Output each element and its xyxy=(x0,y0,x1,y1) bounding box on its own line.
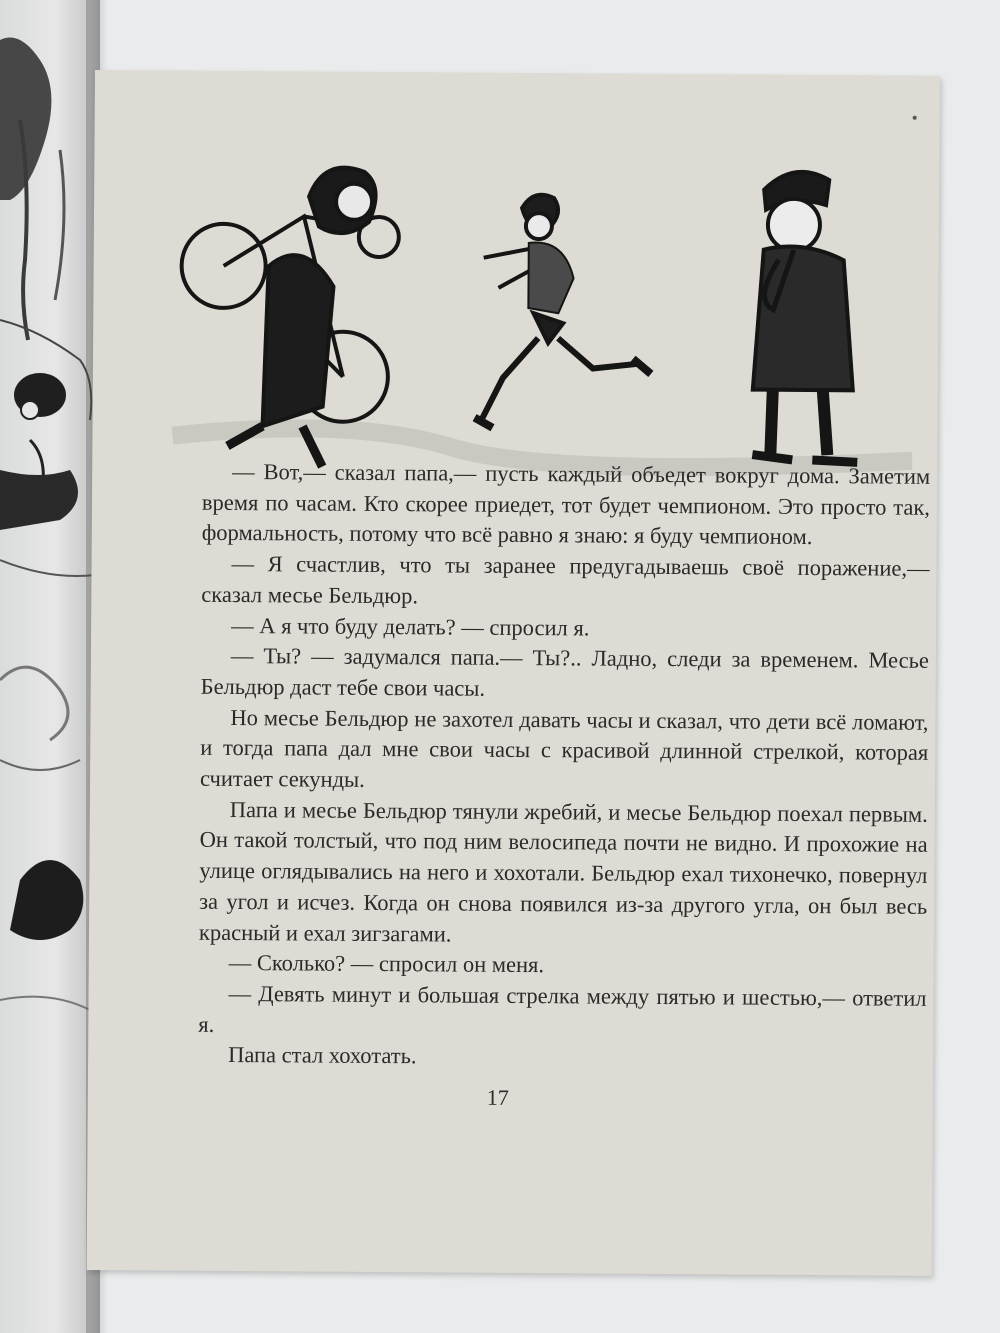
left-page-sketch xyxy=(0,0,100,1333)
right-page xyxy=(87,70,940,1276)
stout-man-figure xyxy=(752,172,859,463)
paragraph: Папа и месье Бельдюр тянули жребий, и месье Бельдюр поехал первым. Он такой толстый, что под ним велосипеда почти не видно. И прохожие на улице оглядывались на него и хохотали. Бельдюр ехал тихонечко, повернул за угол и исчез. Когда он снова появился из-за другого угла, он был весь красный и ехал зигзагами. xyxy=(198,796,928,947)
paragraph: Папа стал хохотать. xyxy=(228,1042,417,1069)
paragraph: — Ты? — задумался папа.— Ты?.. Ладно, следи за временем. Месье Бельдюр даст тебе свои часы. xyxy=(200,643,929,701)
running-boy-figure xyxy=(475,194,653,429)
paragraph: — Я счастлив, что ты заранее предугадываешь своё поражение,— сказал месье Бельдюр. xyxy=(201,551,930,609)
story-text xyxy=(198,457,930,1076)
paragraph: — Вот,— сказал папа,— пусть каждый объедет вокруг дома. Заметим время по часам. Кто скорее приедет, тот будет чемпионом. Это просто так, формальность, потому что всё равно я знаю: я буду чемпионом. xyxy=(201,458,931,550)
page-number: 17 xyxy=(486,1084,509,1110)
paragraph: — Девять минут и большая стрелка между пятью и шестью,— ответил я. xyxy=(198,980,927,1037)
page-edge-mark xyxy=(913,116,917,120)
left-page-illustration xyxy=(0,0,100,1333)
chapter-illustration xyxy=(152,145,914,490)
paragraph: — Сколько? — спросил он меня. xyxy=(228,950,545,978)
paragraph: Но месье Бельдюр не захотел давать часы и сказал, что дети всё ломают, и тогда папа дал мне свои часы с красивой длинной стрелкой, которая считает секунды. xyxy=(199,704,929,792)
paragraph: — А я что буду делать? — спросил я. xyxy=(231,612,590,640)
